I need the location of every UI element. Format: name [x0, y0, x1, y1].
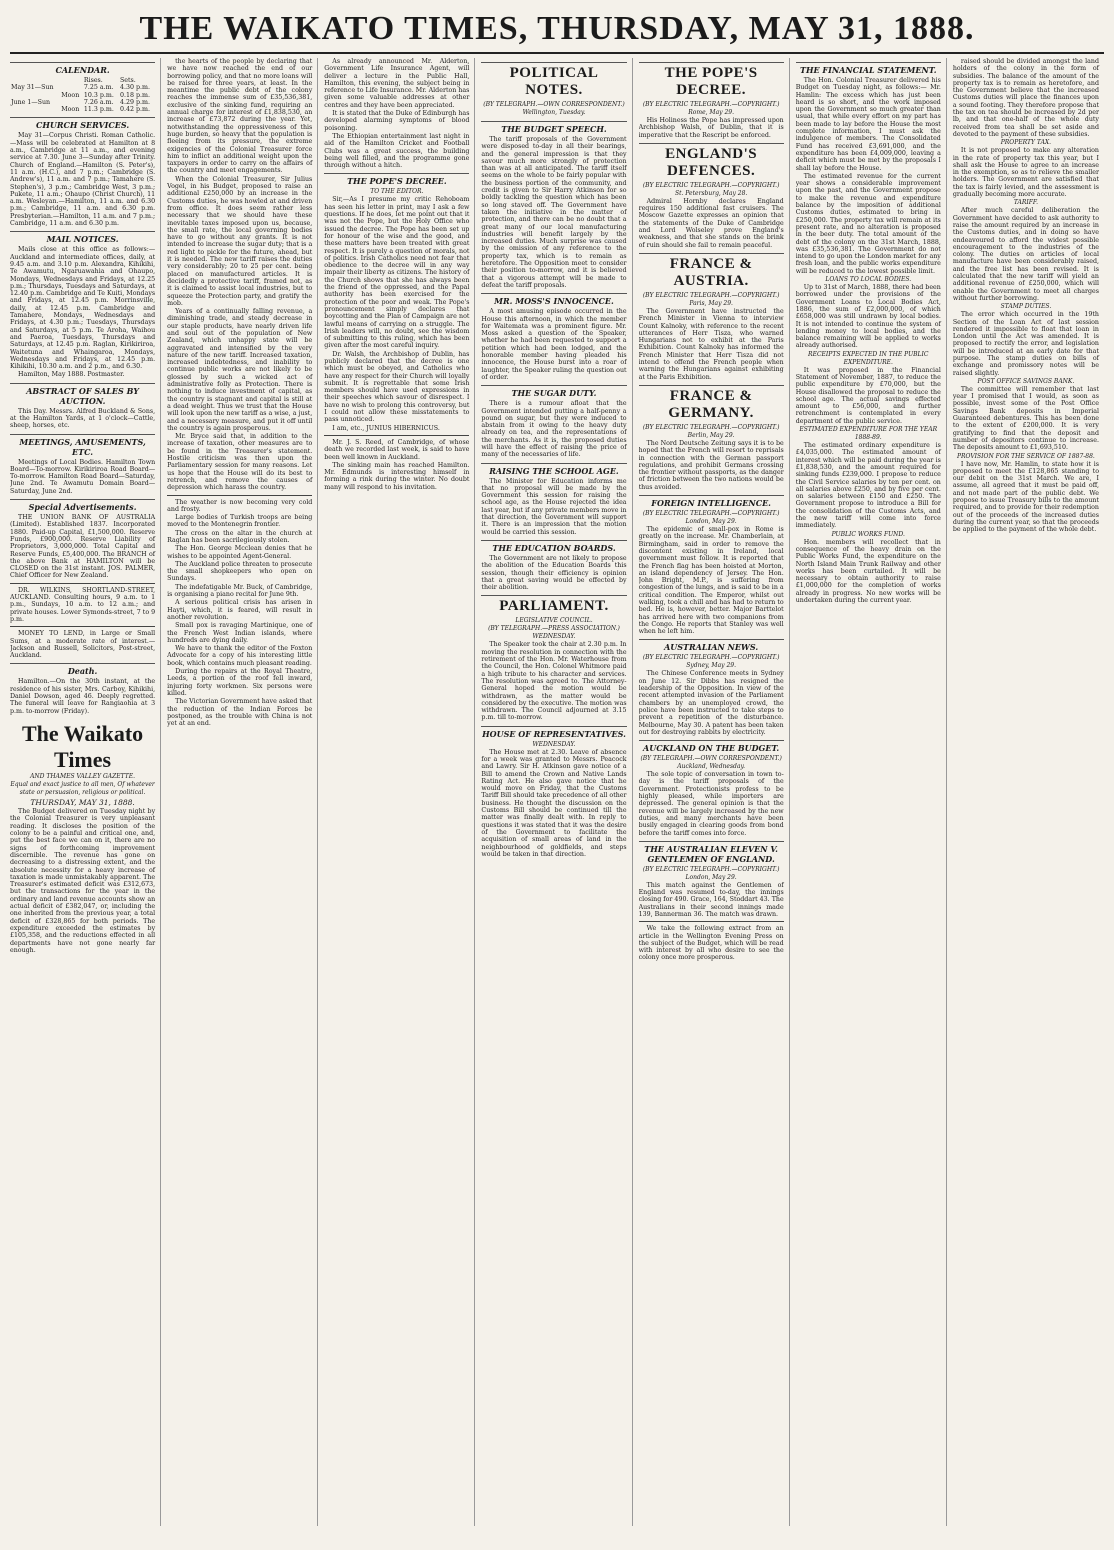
news-item: The Auckland police threaten to prosecute the small shopkeepers who open on Sundays.	[167, 560, 313, 583]
foreign-intelligence-heading: FOREIGN INTELLIGENCE.	[639, 495, 784, 508]
house-text: The House met at 2.30. Leave of absence for a week was granted to Messrs. Peacock and Lawry. Sir H. Atkinson gave notice of a Bill to amend the Crown and Native Lands Rating Act. He also gave notice that he would move on Friday, that the Customs Tariff Bill should take precedence of all other business. He thought the discussion on the Customs Bill should be continued till the matter was finally dealt with. In reply to questions it was stated that it was the desire of the Government to facilitate the acquisition of small areas of land in the neighbourhood of goldfields, and steps would be taken in that direction.	[481, 748, 627, 858]
auckland-budget-heading: AUCKLAND ON THE BUDGET.	[639, 740, 784, 753]
meetings-heading: MEETINGS, AMUSEMENTS, ETC.	[10, 434, 155, 457]
calendar-row: May 31—Sun 7.25 a.m. 4.30 p.m.	[11, 84, 150, 92]
divider	[10, 626, 155, 627]
calendar-row: Moon 10.3 p.m. 0.18 p.m.	[61, 91, 150, 99]
columns	[10, 58, 1104, 1526]
decree-letter-subheading: TO THE EDITOR.	[370, 188, 424, 196]
public-works-heading: PUBLIC WORKS FUND.	[831, 530, 905, 538]
paper-motto: Equal and exact justice to all men, Of whatever state or persuasion, religious or political.	[10, 780, 155, 796]
loans-heading: LOANS TO LOCAL BODIES.	[825, 276, 912, 284]
school-age-text: The Minister for Education informs me that no proposal will be made by the Government this session for raising the school age, as the House rejected the idea last year, but if any private members move in that direction, the Government will support it. There is an impression that the motion would be carried this session.	[481, 477, 627, 536]
france-germany-subheading: (BY ELECTRIC TELEGRAPH.—COPYRIGHT.) Berlin, May 29.	[642, 423, 780, 439]
statement-continued: raised should be divided amongst the land holders of the colony in the form of subsidies. The balance of the amount of the property tax is to remain as heretofore, and the Government believe that the increased Customs duties will place the finances upon a sound footing. They therefore propose that the tax on tea should be increased by 2d per lb, and that one-half of the whole duty received from tea shall be set aside and devoted to the payment of these subsidies.	[952, 58, 1099, 138]
englands-defences-subheading: (BY ELECTRIC TELEGRAPH.—COPYRIGHT.) St. Petersburg, May 28.	[642, 181, 780, 197]
news-item: It is stated that the Duke of Edinburgh has developed alarming symptoms of blood poisoning.	[324, 110, 470, 132]
news-item: During the repairs at the Royal Theatre, Leeds, a portion of the roof fell inward, injuring forty workmen. Six persons were killed.	[167, 668, 313, 697]
divider	[167, 495, 312, 496]
money-ad: MONEY TO LEND, in Large or Small Sums, at a moderate rate of interest.—Jackson and Russell, Solicitors, Post-street, Auckland.	[10, 630, 156, 660]
leader-continued: When the Colonial Treasurer, Sir Julius Vogel, in his Budget, proposed to raise an additional £250,000 by an increase in the Customs duties, he was howled at and driven from office. It does seem rather less necessary that we should have these inevitable taxes imposed upon us, because, the small rate, the local governing bodies have to go without any grants. It is not intended to increase the sugar duty; that is a red light to pickle for the future, ahead, but it is needed. The new tariff raises the duties very considerably; 20 to 25 per cent. being placed on manufactured articles. It is decidedly a protective tariff, framed not, as it is claimed to assist local industries, but to squeeze the Protection party, and gratify the mob.	[167, 175, 313, 307]
column-7	[953, 58, 1104, 1526]
france-austria-text: The Government have instructed the French Minister in Vienna to interview Count Kalnoky, with reference to the recent utterances of Herr Tisza, who warned Hungarians not to exhibit at the Paris Exhibition. Count Kalnoky has informed the French Minister that Herr Tisza did not intend to offend the French people when warning the Hungarians against exhibiting at the Paris Exhibition.	[638, 307, 784, 381]
foreign-intelligence-subheading: (BY ELECTRIC TELEGRAPH.—COPYRIGHT.) London, May 29.	[642, 510, 780, 526]
savings-bank-heading: POST OFFICE SAVINGS BANK.	[977, 377, 1075, 385]
news-item: The indefatigable Mr. Buck, of Cambridge, is organising a piano recital for June 9th.	[167, 583, 313, 599]
cricket-text: This match against the Gentlemen of England was resumed to-day, the innings closing for 490. Grace, 164, Stoddart 43. The Australians in their second innings made 139, Bannerman 36. The match was drawn.	[638, 881, 784, 918]
moss-heading: MR. MOSS'S INNOCENCE.	[481, 293, 626, 306]
news-item: Mr. J. S. Reed, of Cambridge, of whose death we recorded last week, is said to have been well known in Auckland.	[324, 438, 470, 461]
decree-letter-heading: THE POPE'S DECREE.	[324, 173, 469, 186]
calendar-row: June 1—Sun 7.26 a.m. 4.29 p.m.	[11, 98, 150, 106]
news-item: We have to thank the editor of the Foxton Advocate for a copy of his interesting little book, which contains much pleasant reading.	[167, 645, 313, 667]
expenditure-text: The estimated ordinary expenditure is £4,035,000. The estimated amount of interest which will be paid during the year is £1,838,530, and the amount required for sinking funds £239,000. I propose to reduce the Civil Service salaries by ten per cent. on all salaries above £250, and by five per cent. on salaries between £150 and £250. The Government propose to introduce a Bill for the consolidation of the Customs Acts, and the new tariff will come into force immediately.	[795, 442, 941, 530]
divider	[324, 435, 469, 436]
property-tax-text: It is not proposed to make any alteration in the rate of property tax this year, but I shall ask the House to agree to an increase in the exemption, so as to relieve the smaller holders. The Government are satisfied that the tax is fairly levied, and the assessment is gradually becoming more accurate.	[952, 147, 1099, 199]
receipts-heading: RECEIPTS EXPECTED IN THE PUBLIC EXPENDITURE.	[808, 350, 929, 366]
calendar-table	[10, 77, 155, 113]
leader-continued: Years of a continually falling revenue, a diminishing trade, and steady decrease in our staple products, have nearly driven life and soul out of the population of New Zealand, which unhappy state will be aggravated and intensified by the very nature of the new tariff. Increased taxation, increased indebtedness, and inability to continue public works are not likely to be glossed by such a wicked act of administrative folly as Protection. There is nothing to induce investment of capital, as the country is stagnant and capital is still at a dead weight. Thus we trust that the House will look upon the new tariff as a wise, a just, and a necessary measure, and put it off until the country is again prosperous.	[167, 308, 313, 432]
stamp-duties-text: The error which occurred in the 19th Section of the Loan Act of last session rendered it impossible to float that loan in London until the Act was amended. It is proposed to rectify the error, and legislation will be introduced at an early date for that purpose. The stamp duties on bills of exchange and promissory notes will be raised slightly.	[952, 311, 1099, 377]
news-item: The Ethiopian entertainment last night in aid of the Hamilton Cricket and Football Clubs was a great success, the building being well filled, and the programme gone through without a hitch.	[324, 132, 470, 170]
column-6	[796, 58, 947, 1526]
column-1	[10, 58, 161, 1526]
budget-speech-heading: THE BUDGET SPEECH.	[481, 121, 626, 134]
press-association-line: (BY TELEGRAPH.—PRESS ASSOCIATION.)	[488, 625, 620, 633]
provision-text: I have now, Mr. Hamlin, to state how it is proposed to meet the £128,865 standing to our debit on the 31st March. We are, I assume, all agreed that it must be paid off, and not made part of the public debt. We propose to issue Treasury bills to the amount required, and to provide for their redemption out of the proceeds of the increased duties during the current year, so that the proceeds be applied to the payment of the whole debt.	[952, 460, 1099, 534]
death-heading: Death.	[10, 663, 155, 676]
calendar-heading: CALENDAR.	[10, 62, 155, 75]
meetings-text: Meetings of Local Bodies. Hamilton Town Board—To-morrow. Kirikiriroa Road Board—To-morrow. Hamilton Road Board—Saturday, June 2nd. Te Awamutu Domain Board—Saturday, June 2nd.	[10, 458, 156, 495]
paper-dateline: THURSDAY, MAY 31, 1888.	[30, 797, 135, 807]
englands-defences-text: Admiral Hornby declares England requires 150 additional fast cruisers. The Moscow Gazette expresses an opinion that the statements of the Duke of Cambridge and Lord Wolseley prove England's weakness, and that she stands on the brink of ruin should she fail to remain peaceful.	[638, 197, 784, 249]
education-boards-heading: THE EDUCATION BOARDS.	[481, 540, 626, 553]
newspaper-page	[10, 10, 1104, 1530]
loans-text: Up to 31st of March, 1888, there had been borrowed under the provisions of the Government Loans to Local Bodies Act, 1886, the sum of £2,000,000, of which £658,000 was still undrawn by local bodies. It is not intended to continue the system of lending money to local bodies, and the balance remaining will be applied to works already authorised.	[795, 284, 941, 350]
decree-letter-text: Dr. Walsh, the Archbishop of Dublin, has publicly declared that the decree is one which must be obeyed, and Catholics who have any respect for their Church will loyally submit. It is regrettable that some Irish members should have used expressions in their speeches which savour of disrespect. I have no wish to prolong this controversy, but I could not allow these misstatements to pass unnoticed.	[324, 350, 470, 424]
australian-news-subheading: (BY ELECTRIC TELEGRAPH.—COPYRIGHT.) Sydney, May 29.	[642, 654, 780, 670]
sugar-duty-text: There is a rumour afloat that the Government intended putting a half-penny a pound on sugar, but they were induced to abstain from it owing to the heavy duty already on tea, and the representations of the merchants. As it is, the proposed duties will have the effect of raising the price of many of the necessaries of life.	[481, 400, 627, 459]
news-item: A serious political crisis has arisen in Hayti, which, it is feared, will result in another revolution.	[167, 599, 313, 621]
france-germany-text: The Nord Deutsche Zeitung says it is to be hoped that the French will resort to reprisals in connection with the German passport regulations, and prohibit Germans crossing the frontier without passports, as the danger of friction between the two nations would be thus avoided.	[638, 439, 784, 491]
divider	[639, 921, 784, 922]
tariff-heading: TARIFF.	[1013, 199, 1039, 207]
sugar-duty-heading: THE SUGAR DUTY.	[481, 385, 626, 398]
provision-heading: PROVISION FOR THE SERVICE OF 1887-88.	[956, 452, 1095, 460]
cricket-heading: THE AUSTRALIAN ELEVEN V. GENTLEMEN OF ENGLAND.	[639, 841, 784, 864]
column-2	[167, 58, 318, 1526]
masthead: THE WAIKATO TIMES, THURSDAY, MAY 31, 1888.	[10, 10, 1104, 54]
divider	[10, 583, 155, 584]
financial-statement-text: The estimated revenue for the current year shows a considerable improvement upon the past, and the Government propose to make the revenue and expenditure balance by the imposition of additional Customs duties, estimated to bring in £250,000. The property tax will remain at its present rate, and no alteration is proposed in the beer duty. The total amount of the debt of the colony on the 31st March, 1888, was £35,536,381. The Government do not intend to go upon the London market for any fresh loan, and the public works expenditure will be reduced to the lowest possible limit.	[795, 172, 941, 275]
leader-continued: Mr. Bryce said that, in addition to the increase of taxation, other measures are to be found in the Treasurer's statement. Hostile criticism was then upon the Parliamentary session for many reasons. Let us hope that the House will do its best to retrench, and remove the causes of depression which harass the country.	[167, 433, 313, 492]
mail-notices-text: Mails close at this office as follows:— Auckland and intermediate offices, daily, at 9.45 a.m. and 3.10 p.m. Alexandra, Kihikihi, Te Awamutu, Ngaruawahia and Ohaupo, Mondays, Wednesdays and Fridays, at 12.25 p.m.; Thursdays, Tuesdays and Saturdays, at 12.40 p.m. Cambridge and Te Kuiti, Mondays and Fridays, at 12.45 p.m. Morrinsville, daily, at 12.45 p.m. Cambridge and Tamahere, Mondays, Wednesdays and Fridays, at 4.30 p.m.; Tuesdays, Thursdays and Saturdays, at 5 p.m. Te Aroha, Waihou and Paeroa, Tuesdays, Thursdays and Saturdays, at 12.45 p.m. Raglan, Kirikiriroa, Waitetuna and Whaingaroa, Mondays, Wednesdays and Fridays, at 12.45 p.m. Kihikihi, 10.30 a.m. and 2 p.m., and 6.30.	[10, 246, 156, 371]
news-item: The Victorian Government have asked that the reduction of the Indian Forces be postponed, as the trouble with China is not yet at an end.	[167, 698, 313, 728]
decree-letter-signature: I am, etc., JUNIUS HIBERNICUS.	[332, 424, 440, 432]
foreign-intelligence-text: The epidemic of small-pox in Rome is greatly on the increase. Mr. Chamberlain, at Birmingham, said in order to remove the discontent existing in Ireland, local government must follow. It is reported that the French flag has been hoisted at Morton, an island dependency of Jersey. The Hon. John Bright, M.P., is suffering from congestion of the lungs, and is said to be in a critical condition. The Emperor, whilst out walking, took a chill and has had to return to bed. He is, however, better. Major Barttelot has arrived here with two companions from the Congo. He reports that Stanley was well when he left him.	[638, 526, 784, 636]
decree-letter-text: Sir,—As I presume my critic Rehoboam has seen his letter in print, may I ask a few questions. If he does, let me point out that it was not the Pope, but the Holy Office who issued the decree. The Pope has been set up for honour of the wise and the good, and these matters have been treated with great respect. It is purely a question of morals, not of politics. Irish Catholics need not fear that obedience to the decree will in any way impair their liberty as citizens. The history of the Church shows that she has always been the friend of the oppressed, and the Papal authority has been exercised for the protection of the poor and weak. The Pope's pronouncement simply declares that boycotting and the Plan of Campaign are not lawful means of carrying on a struggle. The Irish leaders will, no doubt, see the wisdom of submitting to this ruling, which has been given after the most careful inquiry.	[324, 196, 470, 350]
paper-subtitle: AND THAMES VALLEY GAZETTE.	[30, 772, 136, 780]
legislative-council-heading: LEGISLATIVE COUNCIL.	[515, 617, 593, 625]
news-item: The cross on the altar in the church at Raglan has been sacrilegiously stolen.	[167, 529, 313, 544]
news-item: The weather is now becoming very cold and frosty.	[167, 498, 313, 513]
church-services-heading: CHURCH SERVICES.	[10, 117, 155, 130]
france-germany-heading: FRANCE & GERMANY.	[639, 385, 784, 422]
news-item: Small pox is ravaging Martinique, one of the French West Indian islands, where hundreds are dying daily.	[167, 622, 313, 644]
news-item: The Hon. George Mcclean denies that he wishes to be appointed Agent-General.	[167, 545, 313, 560]
expenditure-heading: ESTIMATED EXPENDITURE FOR THE YEAR 1888-89.	[799, 426, 938, 442]
mail-notices-heading: MAIL NOTICES.	[10, 231, 155, 244]
australian-news-heading: AUSTRALIAN NEWS.	[639, 639, 784, 652]
moss-text: A most amusing episode occurred in the House this afternoon, in which the member for Waitemata was a prominent figure. Mr. Moss asked a question of the Speaker, whether he had been requested to support a petition which had been lodged, and the honorable member having pleaded his innocence, the House burst into a roar of laughter, the Speaker ruling the question out of order.	[481, 308, 627, 381]
school-age-heading: RAISING THE SCHOOL AGE.	[481, 463, 626, 476]
leader-continued: the hearts of the people by declaring that we have now reached the end of our borrowing policy, and that no more loans will be raised for three years, at least. In the meantime the public debt of the colony reaches the immense sum of £35,536,381, exclusive of the sinking fund, requiring an annual charge for interest of £1,838,530, an increase of £73,872 during the year. Yet, notwithstanding the oppressiveness of this huge burden, so heavy that the population is fleeing from its pressure, the extreme exigencies of the Colonial Treasurer force him to inflict an additional weight upon the taxpayers in order to carry on the affairs of the country and meet engagements.	[167, 58, 313, 175]
abstract-text: This Day. Messrs. Alfred Buckland & Sons, at the Hamilton Yards, at 1 o'clock—Cattle, sheep, horses, etc.	[10, 407, 156, 430]
australian-news-text: The Chinese Conference meets in Sydney on June 12. Sir Dibbs has resigned the leadership of the Opposition. In view of the recent attempted invasion of the Parliament chambers by an unemployed crowd, the police have been instructed to take steps to prevent a repetition of the disturbance. Melbourne, May 30. A patent has been taken out for destroying rabbits by electricity.	[638, 670, 784, 736]
popes-decree-text: His Holiness the Pope has impressed upon Archbishop Walsh, of Dublin, that it is imperative that the Rescript be enforced.	[638, 117, 784, 139]
wilkins-ad: DR. WILKINS, SHORTLAND-STREET, AUCKLAND. Consulting hours, 9 a.m. to 1 p.m., Sundays, 10 a.m. to 12 a.m.; and private houses. Lower Symonds-street, 7 to 9 p.m.	[10, 586, 156, 623]
property-tax-heading: PROPERTY TAX.	[1000, 139, 1052, 147]
column-5	[639, 58, 790, 1526]
popes-decree-heading: THE POPE'S DECREE.	[639, 62, 784, 99]
news-item: As already announced Mr. Alderton, Government Life Insurance Agent, will deliver a lecture in the Public Hall, Hamilton, this evening, the subject being in reference to Life Insurance. Mr. Alderton has given some valuable addresses at other centres and they have been appreciated.	[324, 58, 470, 109]
abstract-heading: ABSTRACT OF SALES BY AUCTION.	[10, 383, 155, 406]
paper-title: The Waikato Times	[21, 720, 144, 772]
englands-defences-heading: ENGLAND'S DEFENCES.	[639, 143, 784, 180]
council-text: The Speaker took the chair at 2.30 p.m. In moving the resolution in connection with the retirement of the Hon. Mr. Waterhouse from the Council, the Hon. Colonel Whitmore paid a high tribute to his character and services. The resolution was agreed to. The Attorney-General hoped the motion would be withdrawn, as the matter would be considered by the executive. The motion was withdrawn. The Council adjourned at 3.15 p.m. till to-morrow.	[481, 641, 627, 722]
house-heading: HOUSE OF REPRESENTATIVES.	[481, 726, 626, 739]
calendar-header-row: Rises. Sets.	[83, 77, 136, 84]
news-item: The sinking main has reached Hamilton. Mr. Edmunds is interesting himself in forming a rink during the winter. No doubt many will respond to his invitation.	[324, 461, 470, 491]
leader-article: The Budget delivered on Tuesday night by the Colonial Treasurer is very unpleasant reading. It discloses the position of the colony to be a painful and critical one, and, put the best face we can on it, there are no signs of forthcoming improvement discernible. The revenue has gone on decreasing to a distressing extent, and the absolute necessity for a heavy increase of taxation is made unmistakably apparent. The Treasurer's estimated deficit was £312,673, but the transactions for the year in the ordinary and land revenue accounts show an actual deficit of £382,047, or, including the one inherited from the previous year, a total deficit of £328,865 for both periods. The expenditure exceeded the estimates by £105,358, and the reductions effected in all departments have not gone nearly far enough.	[10, 808, 156, 954]
bank-ad: THE UNION BANK OF AUSTRALIA (Limited). Established 1837. Incorporated 1880. Paid-up Capital, £1,500,000. Reserve Funds, £900,000. Reserve Liability of Proprietors, 3,000,000. Total Capital and Reserve Funds, £5,400,000. The BRANCH of the above Bank at HAMILTON will be CLOSED on the 31st instant. JOS. PALMER, Chief Officer for New Zealand.	[10, 514, 156, 580]
france-austria-heading: FRANCE & AUSTRIA.	[639, 253, 784, 290]
budget-speech-text: The tariff proposals of the Government were disposed to-day in all their bearings, and the general impression is that they savour much more strongly of protection than was at all anticipated. The tariff itself seems on the whole to be fairly popular with the business portion of the community, and credit is given to Sir Harry Atkinson for so boldly tackling the question which has been so long staved off. The Government have taken the initiative in the matter of protection, and there can be no doubt that a great many of our local manufacturing industries will benefit largely by the increased duties. Much surprise was caused by the omission of any reference to the property tax, which is to remain as heretofore. The Opposition meet to consider their position to-morrow, and it is believed that a vigorous attempt will be made to defeat the tariff proposals.	[481, 136, 627, 289]
france-austria-subheading: (BY ELECTRIC TELEGRAPH.—COPYRIGHT.) Paris, May 29.	[642, 291, 780, 307]
political-notes-heading: POLITICAL NOTES.	[481, 62, 626, 99]
cricket-subheading: (BY ELECTRIC TELEGRAPH.—COPYRIGHT.) London, May 29.	[642, 865, 780, 881]
council-day: WEDNESDAY.	[532, 633, 576, 641]
financial-statement-heading: THE FINANCIAL STATEMENT.	[796, 62, 941, 75]
stamp-duties-heading: STAMP DUTIES.	[1000, 303, 1052, 311]
public-works-text: Hon. members will recollect that in consequence of the heavy drain on the Public Works Fund, the expenditure on the North Island Main Trunk Railway and other works has been curtailed. It will be necessary to obtain authority to raise £1,000,000 for the completion of works already in progress. No new works will be undertaken during the current year.	[795, 538, 941, 604]
church-services-text: May 31—Corpus Christi. Roman Catholic.—Mass will be celebrated at Hamilton at 8 a.m., Cambridge at 11 a.m., and evening service at 7.30. June 3—Sunday after Trinity. Church of England.—Hamilton (S. Peter's), 11 a.m. (H.C.), and 7 p.m.; Cambridge (S. Andrew's), 11 a.m. and 7 p.m.; Tamahere (S. Stephen's), 3 p.m.; Cambridge West, 3 p.m.; Pukete, 11 a.m.; Ohaupo (Christ Church), 11 a.m. Wesleyan.—Hamilton, 11 a.m. and 6.30 p.m.; Cambridge, 11 a.m. and 6.30 p.m. Presbyterian.—Hamilton, 11 a.m. and 7 p.m.; Cambridge, 11 a.m. and 6.30 p.m.	[10, 132, 156, 228]
death-notice: Hamilton.—On the 30th instant, at the residence of his sister, Mrs. Carboy, Kihikihi, Daniel Dowson, aged 46. Deeply regretted. The funeral will leave for Rangiaohia at 3 p.m. to-morrow (Friday).	[10, 678, 156, 715]
column-3	[324, 58, 475, 1526]
news-item: Large bodies of Turkish troops are being moved to the Montenegrin frontier.	[167, 514, 313, 529]
education-boards-text: The Government are not likely to propose the abolition of the Education Boards this session, though their efficiency is opinion that a great saving would be effected by their abolition.	[481, 554, 627, 592]
savings-bank-text: The committee will remember that last year I promised that I would, as soon as possible, invest some of the Post Office Savings Bank deposits in Imperial Guaranteed debentures. This has been done to the extent of £200,000. It is very gratifying to find that the deposit and number of depositors continue to increase. The deposits amount to £1,693,510.	[952, 385, 1099, 452]
tariff-text: After much careful deliberation the Government have decided to ask authority to raise the amount required by an increase in the Customs duties, and in doing so have endeavoured to afford the widest possible encouragement to the industries of the colony. The duties on articles of local manufacture have been considerably raised, and the free list has been revised. It is calculated that the new tariff will yield an additional revenue of £250,000, which will enable the Government to meet all charges without further borrowing.	[952, 207, 1099, 302]
political-notes-subheading: (BY TELEGRAPH.—OWN CORRESPONDENT.) Wellington, Tuesday.	[483, 101, 625, 116]
house-day: WEDNESDAY.	[532, 740, 576, 748]
column-4	[481, 58, 632, 1526]
financial-statement-text: The Hon. Colonial Treasurer delivered his Budget on Tuesday night, as follows:— Mr. Hamlin: The excess which has just been heard is so short, and the work imposed upon the Government so much greater than usual, that while every effort on my part has been made to lay before the House the most complete information, I must ask the indulgence of members. The Consolidated Fund has received £3,691,000, and the expenditure has been £4,009,000, leaving a deficit which must be met by the proposals I shall lay before the House.	[795, 77, 941, 172]
special-ads-heading: Special Advertisements.	[10, 499, 155, 512]
receipts-text: It was proposed in the Financial Statement of November, 1887, to reduce the public expenditure by £70,000, but the House disallowed the proposal to reduce the school age. The actual savings effected amount to £56,000, and further retrenchment is contemplated in every department of the public service.	[795, 366, 941, 425]
auckland-budget-subheading: (BY TELEGRAPH.—OWN CORRESPONDENT.) Auckland, Wednesday.	[640, 755, 782, 771]
calendar-row: Moon 11.3 p.m. 0.42 p.m.	[61, 106, 150, 114]
popes-decree-subheading: (BY ELECTRIC TELEGRAPH.—COPYRIGHT.) Rome, May 29.	[642, 101, 780, 116]
filler-text: We take the following extract from an article in the Wellington Evening Press on the subject of the Budget, which will be read with interest by all who desire to see the colony once more prosperous.	[638, 925, 784, 962]
auckland-budget-text: The sole topic of conversation in town to-day is the tariff proposals of the Government. Protectionists profess to be highly pleased, while importers are depressed. The general opinion is that the revenue will be largely increased by the new duties, and many merchants have been busily engaged in clearing goods from bond before the tariff comes into force.	[638, 771, 784, 837]
postmaster-signature: Hamilton, May 1888. Postmaster.	[18, 371, 125, 379]
parliament-heading: PARLIAMENT.	[481, 595, 626, 615]
